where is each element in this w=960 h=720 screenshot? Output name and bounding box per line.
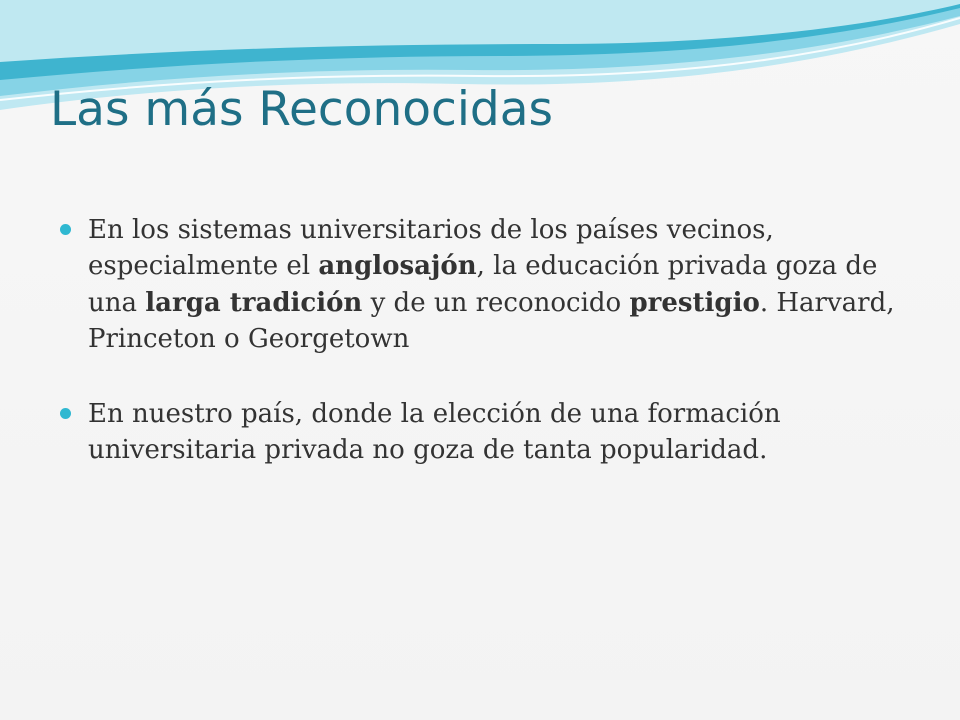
slide-title: Las más Reconocidas <box>50 82 554 137</box>
bullet-text-bold: larga tradición <box>145 287 363 318</box>
bullet-text-bold: anglosajón <box>318 251 477 282</box>
bullet-item <box>60 396 900 469</box>
bullet-list <box>60 212 900 468</box>
bullet-text-segment: , la educación privada goza de una <box>88 251 878 318</box>
bullet-text-bold: prestigio <box>629 287 760 318</box>
bullet-dot-icon <box>60 408 71 419</box>
bullet-dot-icon <box>60 224 71 235</box>
bullet-text-segment: En los sistemas universitarios de los países vecinos, especialmente el <box>88 215 774 282</box>
bullet-text-segment: y de un reconocido <box>362 287 630 318</box>
bullet-text-segment: En nuestro país, donde la elección de una formación universitaria privada no goza de tanta popularidad. <box>88 398 781 465</box>
bullet-text-segment: . Harvard, Princeton o Georgetown <box>88 287 895 355</box>
bullet-text <box>88 212 900 358</box>
bullet-text <box>88 396 900 469</box>
bullet-item <box>60 212 900 358</box>
